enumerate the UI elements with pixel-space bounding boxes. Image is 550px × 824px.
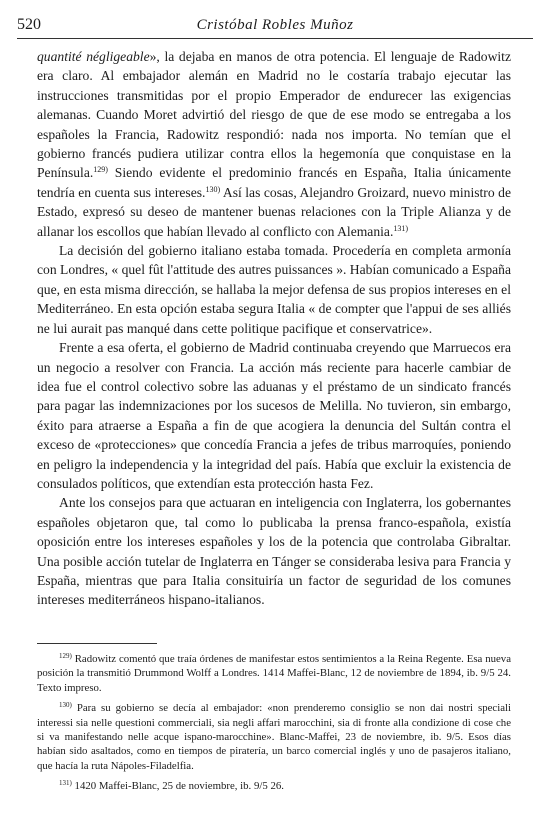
paragraph-1-text-c: Así las cosas, Alejandro Groizard, nuevo ministro de Estado, expresó su deseo de mantener buenas relaciones con la Triple Alianza y de allanar los escollos que habían llevado al conflicto con Alemania. [37, 184, 511, 239]
footnote-number: 129) [59, 652, 72, 660]
paragraph-1-text-a: », la dejaba en manos de otra potencia. El lenguaje de Radowitz era claro. Al embajador alemán en Madrid no le costaría trabajo ejecutar las instrucciones transmitidas por el propio Emperador de endurecer las exigencias alemanas. Cuando Moret advirtió del riesgo de que de ese modo se entregaba a los españoles la Francia, Radowitz respondió: nada nos importa. No temían que el gobierno francés pudiera utilizar contra ellos la hegemonía que conquistase en la Península. [37, 49, 511, 181]
footnote-131 [37, 779, 511, 793]
footnote-ref-131: 131) [393, 223, 409, 233]
paragraph-3: Frente a esa oferta, el gobierno de Madrid continuaba creyendo que Marruecos era un negocio a resolver con Francia. La acción más reciente para hacerle cambiar de idea fue el control colectivo sobre las aduanas y el préstamo de un sindicato francés para pagar las indemnizaciones por los sucesos de Melilla. No tuvieron, sin embargo, éxito para atraerse a España a fin de que acogiera la denuncia del Sultán contra el exceso de «protecciones» que concedía Francia a jefes de tribus marroquíes, poniendo en peligro la independencia y la integridad del país. Había que excluir la existencia de consulados políticos, que extendían esta protección hasta Fez. [37, 340, 511, 491]
footnote-number: 131) [59, 779, 72, 788]
paragraph-4: Ante los consejos para que actuaran en inteligencia con Inglaterra, los gobernantes españoles objetaron que, tal como lo publicaba la prensa franco-española, existía oposición entre los intereses españoles y los de la potencia que controlaba Gibraltar. Una posible acción tutelar de Inglaterra en Tánger se consideraba lesiva para Francia y España, mientras que para Italia consituiría un factor de seguridad de los comunes intereses mediterráneos hispano-italianos. [37, 495, 511, 608]
page-number: 520 [17, 16, 41, 33]
italic-phrase: quantité négligeable [37, 49, 150, 64]
footnotes [37, 652, 511, 800]
footnote-text: 1420 Maffei-Blanc, 25 de noviembre, ib. 9/5 26. [71, 780, 284, 793]
footnote-rule [37, 643, 157, 644]
footnote-ref-129: 129) [93, 165, 108, 175]
footnote-text: Radowitz comentó que traía órdenes de manifestar estos sentimientos a la Reina Regente. Esa nueva posición la transmitió Drummond Wolff a Londres. 1414 Maffei-Blanc, 12 de noviembre de 1894, ib. 9/5 24. Texto impreso. [37, 653, 511, 694]
running-title: Cristóbal Robles Muñoz [196, 17, 354, 33]
paragraph-1-text-b: Siendo evidente el predominio francés en España, Italia únicamente tendría en cuenta sus intereses. [37, 165, 511, 200]
page-header [17, 14, 533, 38]
footnote-number: 130) [59, 701, 72, 710]
footnote-130 [37, 701, 511, 773]
footnote-ref-130: 130) [205, 184, 221, 194]
header-rule [17, 38, 533, 39]
paragraph-1 [37, 47, 511, 241]
footnote-129 [37, 652, 511, 695]
paragraph-2: La decisión del gobierno italiano estaba tomada. Procedería en completa armonía con Londres, « quel fût l'attitude des autres puissances ». Habían comunicado a España que, en esta misma dirección, se hallaba la mejor defensa de sus propios intereses en el Mediterráneo. En esta opción estaba segura Italia « de compter que l'appui de ses alliés ne lui aurait pas manqué dans cette politique pacifique et conservatrice». [37, 243, 511, 336]
footnote-text: Para su gobierno se decía al embajador: «non prenderemo consiglio se non dai nostri speciali interessi sia nelle questioni commerciali, sia negli affari marocchini, sia di fronte alla condizione di cose che si va manifestando nelle acque ispano-marocchine». Blanc-Maffei, 23 de noviembre, ib. 9/5. Esos días habían sido asaltados, como en tiempos de piratería, un barco comercial inglés y uno de pasajeros italiano, que hacía la ruta Nápoles-Filadelfia. [37, 702, 511, 772]
body-text [37, 47, 511, 610]
